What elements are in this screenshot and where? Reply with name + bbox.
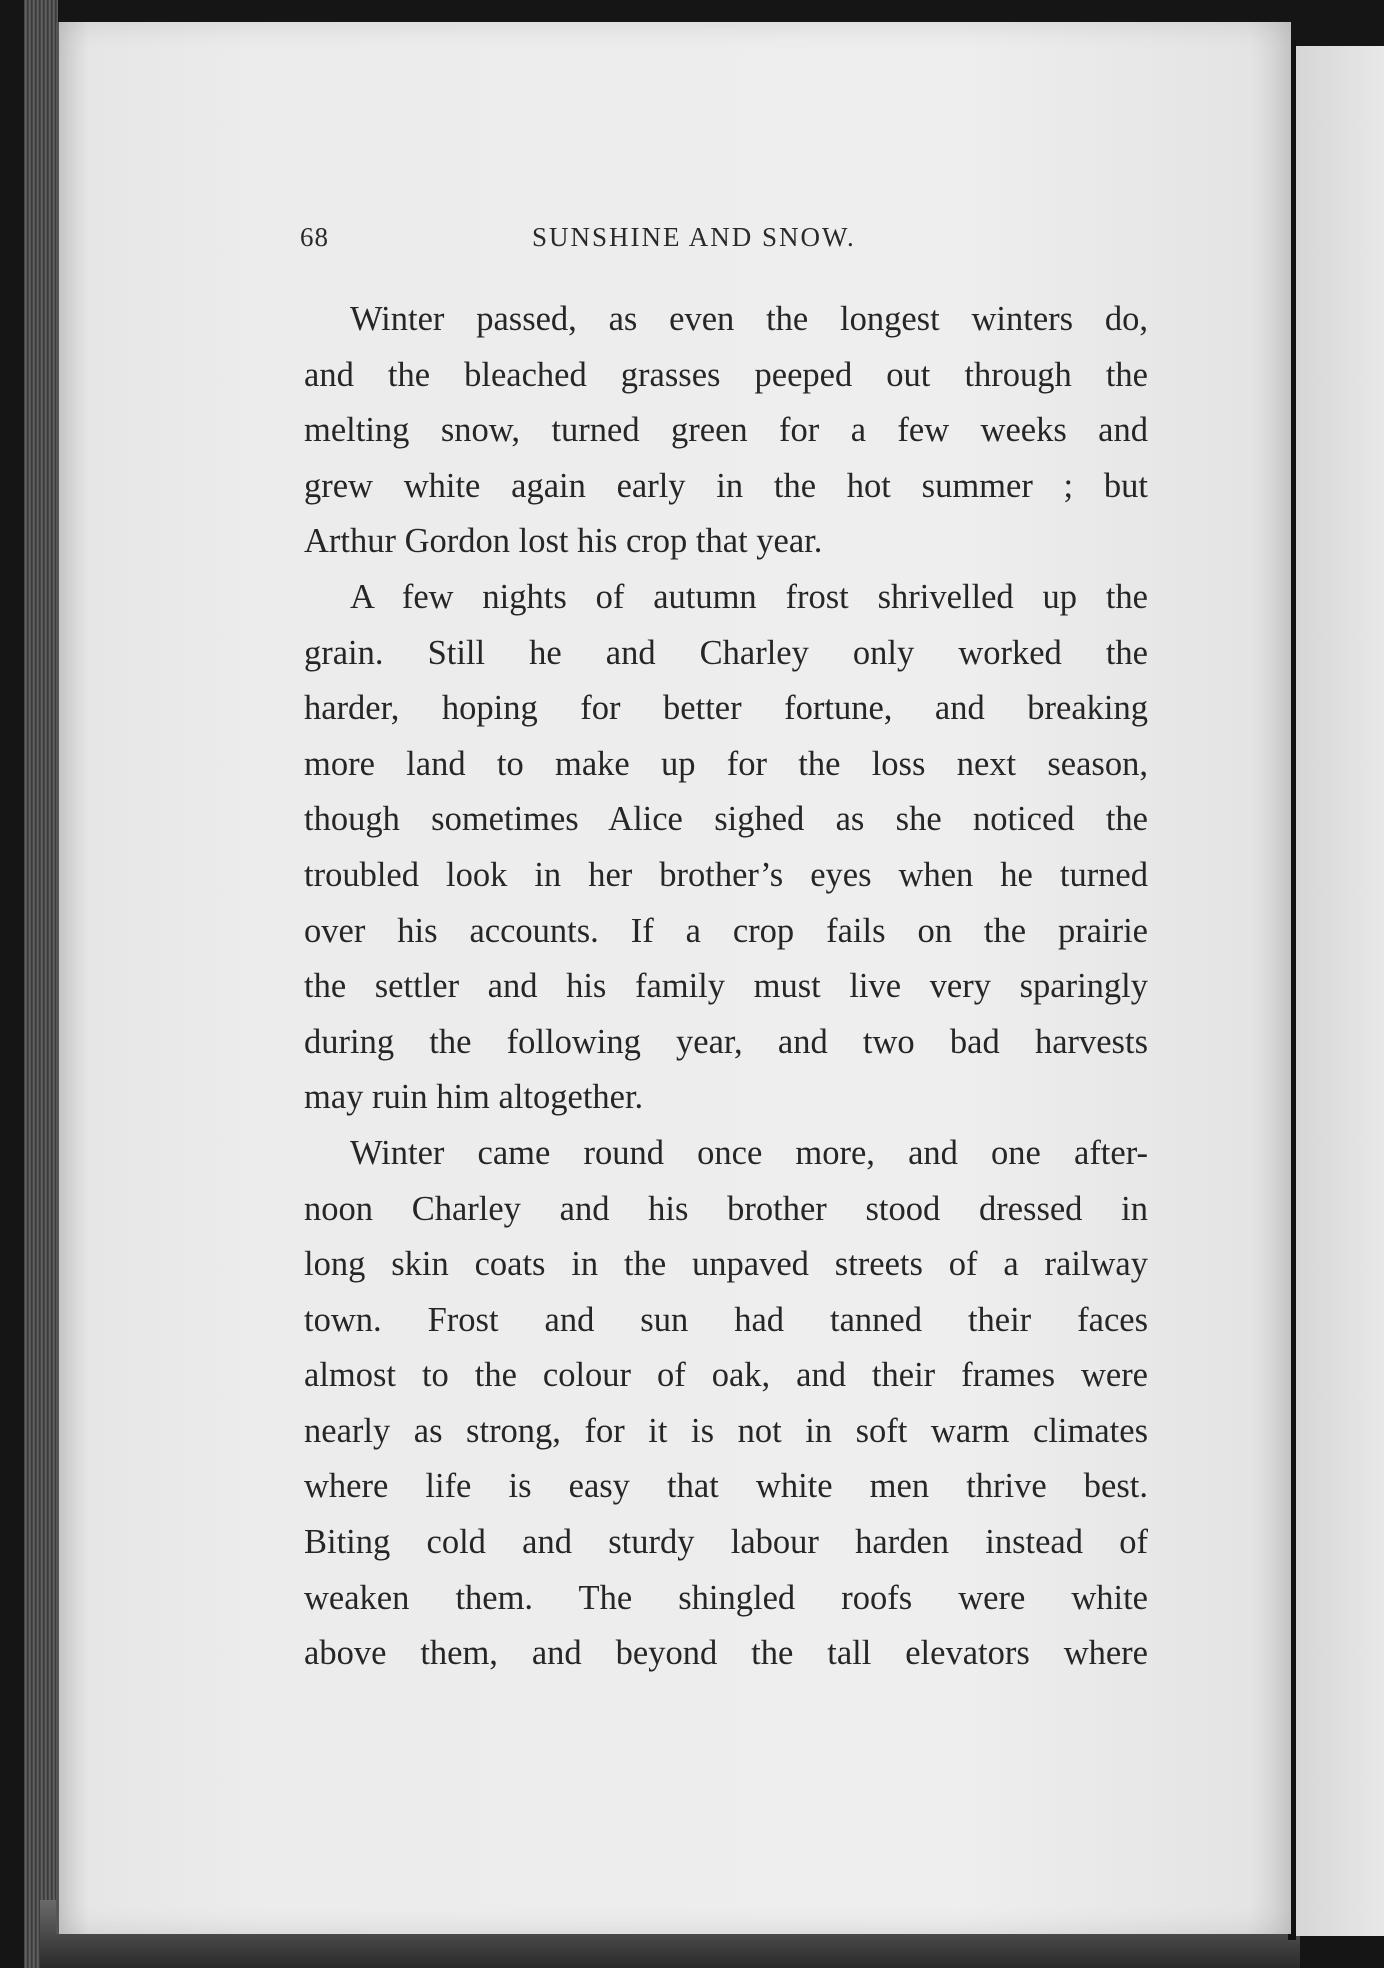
text-line: may ruin him altogether. [304, 1078, 644, 1117]
text-line: where life is easy that white men thrive best. [304, 1467, 1148, 1506]
text-line: Winter came round once more, and one after- [350, 1133, 1148, 1172]
facing-page-edge [1296, 46, 1384, 1936]
page-header [300, 222, 1160, 262]
text-line: almost to the colour of oak, and their frames were [304, 1356, 1148, 1395]
text-line: grain. Still he and Charley only worked the [304, 633, 1148, 672]
running-title: SUNSHINE AND SNOW. [532, 222, 856, 252]
text-line: Winter passed, as even the longest winters do, [350, 300, 1148, 338]
text-line: Arthur Gordon lost his crop that year. [304, 522, 823, 561]
text-line: noon Charley and his brother stood dressed in [304, 1189, 1148, 1228]
text-line: more land to make up for the loss next season, [304, 744, 1148, 783]
text-line: Biting cold and sturdy labour harden instead of [304, 1523, 1148, 1562]
text-line: A few nights of autumn frost shrivelled up the [350, 577, 1148, 616]
text-line: town. Frost and sun had tanned their faces [304, 1300, 1148, 1339]
text-line: harder, hoping for better fortune, and breaking [304, 689, 1148, 728]
text-line: over his accounts. If a crop fails on the prairie [304, 911, 1148, 950]
text-line: long skin coats in the unpaved streets of a railway [304, 1245, 1148, 1284]
text-line: the settler and his family must live very sparingly [304, 967, 1148, 1006]
body-text [304, 292, 1148, 1682]
paragraph-2 [304, 570, 1148, 1126]
text-line: weaken them. The shingled roofs were white [304, 1578, 1148, 1617]
text-line: troubled look in her brother’s eyes when he turned [304, 855, 1148, 894]
paragraph-1 [304, 292, 1148, 570]
text-line: though sometimes Alice sighed as she noticed the [304, 800, 1148, 839]
book-page-edges [24, 0, 58, 1968]
text-line: during the following year, and two bad harvests [304, 1022, 1148, 1061]
text-line: above them, and beyond the tall elevators where [304, 1634, 1148, 1673]
text-line: melting snow, turned green for a few weeks and [304, 411, 1148, 450]
text-line: grew white again early in the hot summer ; but [304, 466, 1148, 505]
text-line: nearly as strong, for it is not in soft warm climates [304, 1411, 1148, 1450]
text-line: and the bleached grasses peeped out through the [304, 355, 1148, 394]
page-number: 68 [300, 222, 329, 252]
paragraph-3 [304, 1126, 1148, 1682]
